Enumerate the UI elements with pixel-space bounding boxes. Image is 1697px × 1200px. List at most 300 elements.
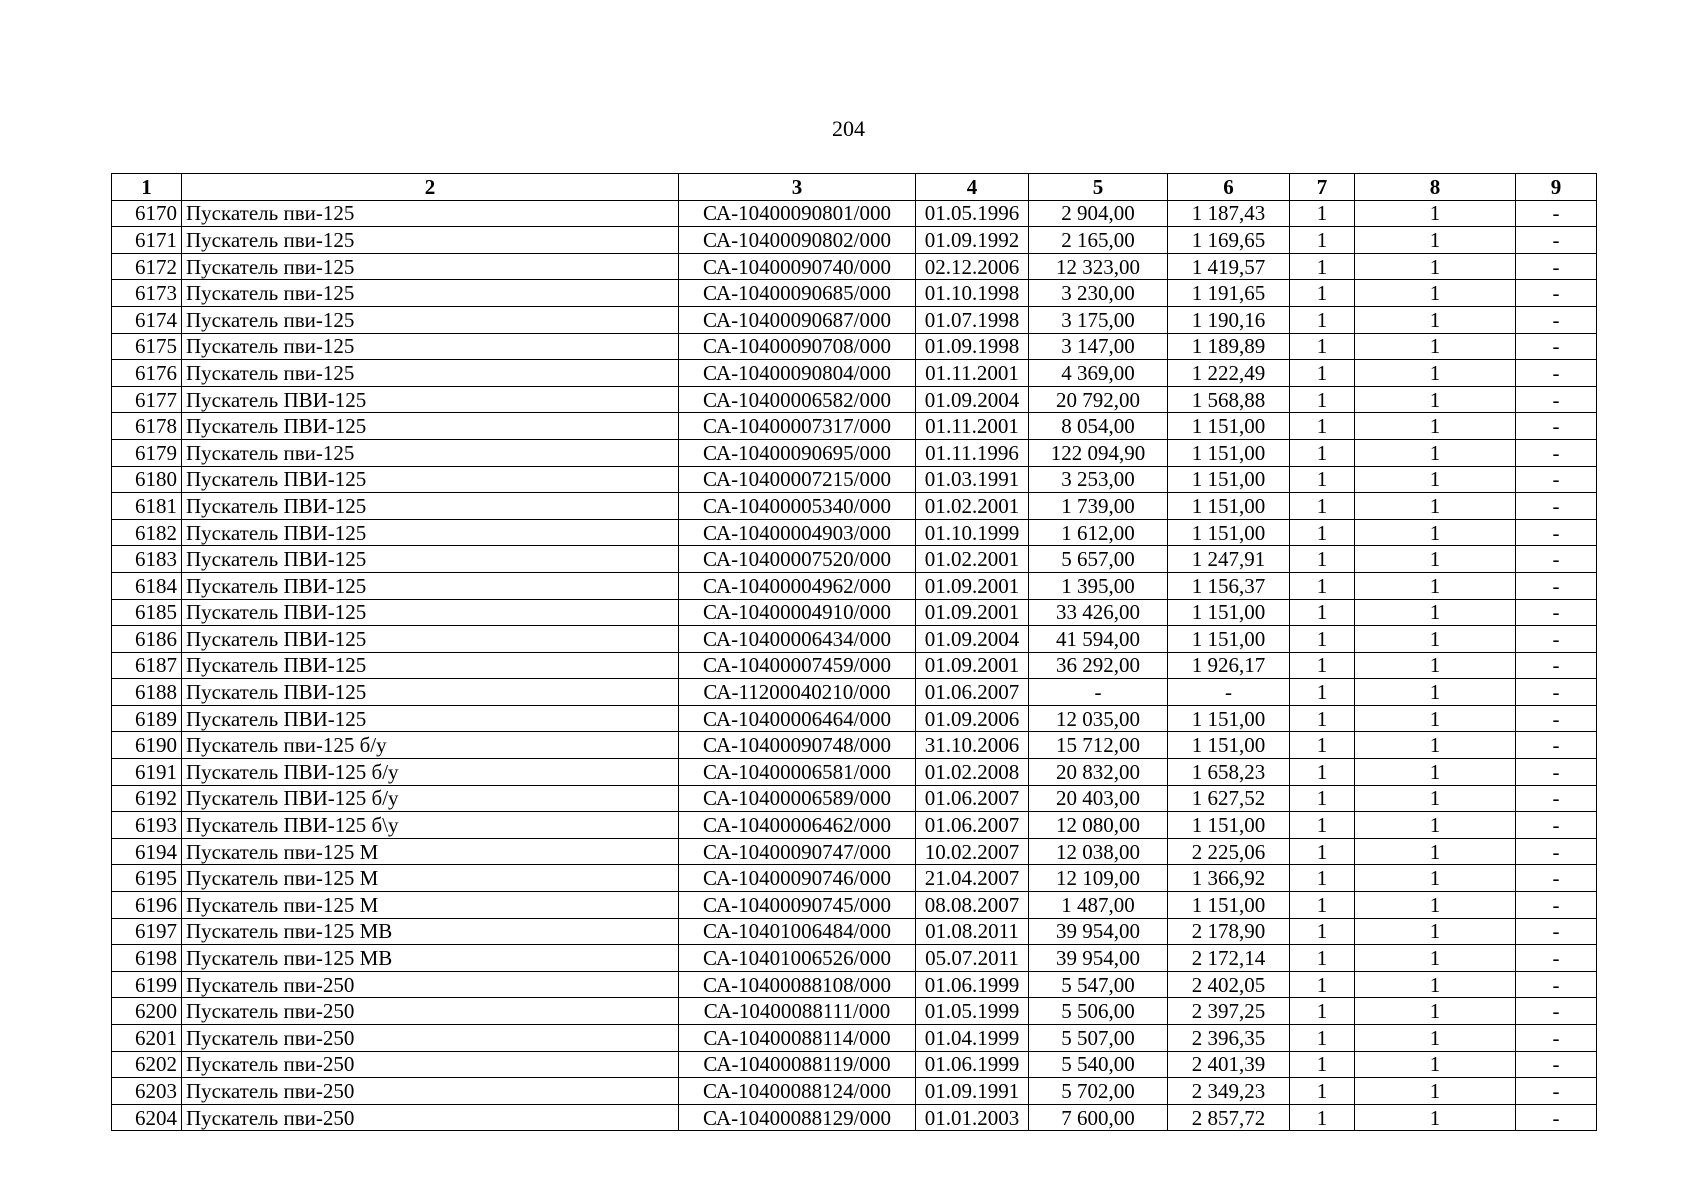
item-name-cell: Пускатель ПВИ-125 bbox=[182, 652, 679, 679]
value-cell: 12 038,00 bbox=[1029, 838, 1168, 865]
value-cell: 2 172,14 bbox=[1168, 945, 1290, 972]
header-row bbox=[112, 174, 1597, 201]
table-row bbox=[112, 227, 1597, 254]
value-cell: 1 568,88 bbox=[1168, 386, 1290, 413]
value-cell: 2 165,00 bbox=[1029, 227, 1168, 254]
quantity-cell: 1 bbox=[1355, 546, 1516, 573]
value-cell: 5 702,00 bbox=[1029, 1078, 1168, 1105]
row-number-cell: 6193 bbox=[112, 812, 182, 839]
item-name-cell: Пускатель ПВИ-125 bbox=[182, 705, 679, 732]
value-cell: 1 156,37 bbox=[1168, 572, 1290, 599]
value-cell: - bbox=[1168, 679, 1290, 706]
value-cell: 4 369,00 bbox=[1029, 360, 1168, 387]
table-row bbox=[112, 785, 1597, 812]
note-cell: - bbox=[1516, 1078, 1597, 1105]
value-cell: 5 507,00 bbox=[1029, 1025, 1168, 1052]
row-number-cell: 6173 bbox=[112, 280, 182, 307]
quantity-cell: 1 bbox=[1290, 945, 1355, 972]
quantity-cell: 1 bbox=[1355, 971, 1516, 998]
inventory-code-cell: СА-10400088108/000 bbox=[679, 971, 916, 998]
value-cell: 3 175,00 bbox=[1029, 306, 1168, 333]
item-name-cell: Пускатель ПВИ-125 bbox=[182, 466, 679, 493]
value-cell: 1 151,00 bbox=[1168, 812, 1290, 839]
quantity-cell: 1 bbox=[1355, 572, 1516, 599]
note-cell: - bbox=[1516, 892, 1597, 919]
note-cell: - bbox=[1516, 865, 1597, 892]
quantity-cell: 1 bbox=[1355, 333, 1516, 360]
quantity-cell: 1 bbox=[1355, 227, 1516, 254]
value-cell: 20 792,00 bbox=[1029, 386, 1168, 413]
date-cell: 01.01.2003 bbox=[916, 1104, 1029, 1131]
item-name-cell: Пускатель пви-125 bbox=[182, 253, 679, 280]
date-cell: 01.09.2001 bbox=[916, 652, 1029, 679]
item-name-cell: Пускатель пви-250 bbox=[182, 1078, 679, 1105]
item-name-cell: Пускатель ПВИ-125 б/у bbox=[182, 759, 679, 786]
row-number-cell: 6170 bbox=[112, 200, 182, 227]
table-row bbox=[112, 732, 1597, 759]
header-cell: 1 bbox=[112, 174, 182, 201]
row-number-cell: 6183 bbox=[112, 546, 182, 573]
header-cell: 5 bbox=[1029, 174, 1168, 201]
value-cell: 1 151,00 bbox=[1168, 705, 1290, 732]
table-row bbox=[112, 599, 1597, 626]
value-cell: 1 151,00 bbox=[1168, 626, 1290, 653]
table-row bbox=[112, 413, 1597, 440]
value-cell: 3 147,00 bbox=[1029, 333, 1168, 360]
date-cell: 01.09.1992 bbox=[916, 227, 1029, 254]
quantity-cell: 1 bbox=[1290, 386, 1355, 413]
date-cell: 21.04.2007 bbox=[916, 865, 1029, 892]
value-cell: 1 658,23 bbox=[1168, 759, 1290, 786]
value-cell: 33 426,00 bbox=[1029, 599, 1168, 626]
row-number-cell: 6192 bbox=[112, 785, 182, 812]
value-cell: 5 540,00 bbox=[1029, 1051, 1168, 1078]
quantity-cell: 1 bbox=[1290, 227, 1355, 254]
value-cell: 2 225,06 bbox=[1168, 838, 1290, 865]
inventory-code-cell: СА-10400090748/000 bbox=[679, 732, 916, 759]
inventory-code-cell: СА-10400088119/000 bbox=[679, 1051, 916, 1078]
inventory-code-cell: СА-10400090804/000 bbox=[679, 360, 916, 387]
inventory-code-cell: СА-10400088114/000 bbox=[679, 1025, 916, 1052]
header-cell: 4 bbox=[916, 174, 1029, 201]
quantity-cell: 1 bbox=[1355, 785, 1516, 812]
quantity-cell: 1 bbox=[1290, 599, 1355, 626]
table-row bbox=[112, 546, 1597, 573]
date-cell: 01.10.1999 bbox=[916, 519, 1029, 546]
note-cell: - bbox=[1516, 280, 1597, 307]
quantity-cell: 1 bbox=[1355, 599, 1516, 626]
value-cell: 1 151,00 bbox=[1168, 439, 1290, 466]
inventory-code-cell: СА-10400088129/000 bbox=[679, 1104, 916, 1131]
value-cell: 2 904,00 bbox=[1029, 200, 1168, 227]
note-cell: - bbox=[1516, 413, 1597, 440]
note-cell: - bbox=[1516, 1051, 1597, 1078]
note-cell: - bbox=[1516, 971, 1597, 998]
item-name-cell: Пускатель пви-250 bbox=[182, 998, 679, 1025]
quantity-cell: 1 bbox=[1290, 759, 1355, 786]
row-number-cell: 6196 bbox=[112, 892, 182, 919]
quantity-cell: 1 bbox=[1355, 439, 1516, 466]
date-cell: 01.09.2001 bbox=[916, 599, 1029, 626]
value-cell: 1 151,00 bbox=[1168, 413, 1290, 440]
note-cell: - bbox=[1516, 227, 1597, 254]
row-number-cell: 6191 bbox=[112, 759, 182, 786]
table-row bbox=[112, 971, 1597, 998]
item-name-cell: Пускатель ПВИ-125 bbox=[182, 679, 679, 706]
table-row bbox=[112, 945, 1597, 972]
inventory-code-cell: СА-10400006582/000 bbox=[679, 386, 916, 413]
value-cell: 1 222,49 bbox=[1168, 360, 1290, 387]
inventory-code-cell: СА-10400006462/000 bbox=[679, 812, 916, 839]
table-body bbox=[112, 200, 1597, 1131]
table-row bbox=[112, 572, 1597, 599]
inventory-code-cell: СА-10400088124/000 bbox=[679, 1078, 916, 1105]
quantity-cell: 1 bbox=[1290, 1051, 1355, 1078]
inventory-code-cell: СА-10400006464/000 bbox=[679, 705, 916, 732]
value-cell: 1 169,65 bbox=[1168, 227, 1290, 254]
value-cell: 1 151,00 bbox=[1168, 599, 1290, 626]
header-cell: 6 bbox=[1168, 174, 1290, 201]
quantity-cell: 1 bbox=[1355, 413, 1516, 440]
value-cell: 12 323,00 bbox=[1029, 253, 1168, 280]
quantity-cell: 1 bbox=[1355, 1078, 1516, 1105]
date-cell: 31.10.2006 bbox=[916, 732, 1029, 759]
value-cell: 12 035,00 bbox=[1029, 705, 1168, 732]
row-number-cell: 6179 bbox=[112, 439, 182, 466]
value-cell: 1 419,57 bbox=[1168, 253, 1290, 280]
inventory-code-cell: СА-10400007317/000 bbox=[679, 413, 916, 440]
value-cell: 20 832,00 bbox=[1029, 759, 1168, 786]
inventory-code-cell: СА-10400090687/000 bbox=[679, 306, 916, 333]
table-row bbox=[112, 1078, 1597, 1105]
item-name-cell: Пускатель пви-125 МВ bbox=[182, 918, 679, 945]
note-cell: - bbox=[1516, 200, 1597, 227]
inventory-code-cell: СА-10400006589/000 bbox=[679, 785, 916, 812]
value-cell: 3 253,00 bbox=[1029, 466, 1168, 493]
note-cell: - bbox=[1516, 333, 1597, 360]
header-cell: 9 bbox=[1516, 174, 1597, 201]
value-cell: 39 954,00 bbox=[1029, 918, 1168, 945]
inventory-code-cell: СА-10400007215/000 bbox=[679, 466, 916, 493]
date-cell: 01.09.2006 bbox=[916, 705, 1029, 732]
page-number: 204 bbox=[832, 116, 865, 141]
note-cell: - bbox=[1516, 306, 1597, 333]
quantity-cell: 1 bbox=[1355, 493, 1516, 520]
inventory-code-cell: СА-10400004910/000 bbox=[679, 599, 916, 626]
note-cell: - bbox=[1516, 546, 1597, 573]
inventory-code-cell: СА-10400090708/000 bbox=[679, 333, 916, 360]
quantity-cell: 1 bbox=[1355, 892, 1516, 919]
note-cell: - bbox=[1516, 572, 1597, 599]
row-number-cell: 6178 bbox=[112, 413, 182, 440]
row-number-cell: 6185 bbox=[112, 599, 182, 626]
item-name-cell: Пускатель ПВИ-125 bbox=[182, 493, 679, 520]
note-cell: - bbox=[1516, 386, 1597, 413]
row-number-cell: 6203 bbox=[112, 1078, 182, 1105]
table-row bbox=[112, 652, 1597, 679]
header-cell: 8 bbox=[1355, 174, 1516, 201]
value-cell: 1 487,00 bbox=[1029, 892, 1168, 919]
row-number-cell: 6176 bbox=[112, 360, 182, 387]
quantity-cell: 1 bbox=[1290, 1078, 1355, 1105]
value-cell: 2 396,35 bbox=[1168, 1025, 1290, 1052]
date-cell: 01.06.2007 bbox=[916, 785, 1029, 812]
value-cell: 8 054,00 bbox=[1029, 413, 1168, 440]
quantity-cell: 1 bbox=[1355, 200, 1516, 227]
date-cell: 01.06.2007 bbox=[916, 679, 1029, 706]
value-cell: 2 402,05 bbox=[1168, 971, 1290, 998]
table-row bbox=[112, 705, 1597, 732]
inventory-code-cell: СА-10400090802/000 bbox=[679, 227, 916, 254]
table-row bbox=[112, 812, 1597, 839]
date-cell: 01.11.1996 bbox=[916, 439, 1029, 466]
inventory-code-cell: СА-10401006526/000 bbox=[679, 945, 916, 972]
row-number-cell: 6187 bbox=[112, 652, 182, 679]
inventory-code-cell: СА-10400005340/000 bbox=[679, 493, 916, 520]
value-cell: 1 151,00 bbox=[1168, 493, 1290, 520]
quantity-cell: 1 bbox=[1290, 333, 1355, 360]
quantity-cell: 1 bbox=[1290, 1104, 1355, 1131]
value-cell: 2 178,90 bbox=[1168, 918, 1290, 945]
inventory-code-cell: СА-10400006434/000 bbox=[679, 626, 916, 653]
inventory-code-cell: СА-10400090745/000 bbox=[679, 892, 916, 919]
value-cell: 1 612,00 bbox=[1029, 519, 1168, 546]
row-number-cell: 6194 bbox=[112, 838, 182, 865]
quantity-cell: 1 bbox=[1290, 732, 1355, 759]
quantity-cell: 1 bbox=[1355, 998, 1516, 1025]
quantity-cell: 1 bbox=[1290, 679, 1355, 706]
row-number-cell: 6180 bbox=[112, 466, 182, 493]
table-row bbox=[112, 466, 1597, 493]
quantity-cell: 1 bbox=[1355, 759, 1516, 786]
row-number-cell: 6204 bbox=[112, 1104, 182, 1131]
date-cell: 10.02.2007 bbox=[916, 838, 1029, 865]
date-cell: 01.02.2001 bbox=[916, 546, 1029, 573]
quantity-cell: 1 bbox=[1355, 306, 1516, 333]
quantity-cell: 1 bbox=[1290, 812, 1355, 839]
value-cell: 2 401,39 bbox=[1168, 1051, 1290, 1078]
item-name-cell: Пускатель пви-125 bbox=[182, 333, 679, 360]
quantity-cell: 1 bbox=[1290, 838, 1355, 865]
value-cell: 1 151,00 bbox=[1168, 892, 1290, 919]
value-cell: 1 151,00 bbox=[1168, 519, 1290, 546]
table-row bbox=[112, 386, 1597, 413]
note-cell: - bbox=[1516, 599, 1597, 626]
note-cell: - bbox=[1516, 732, 1597, 759]
value-cell: 36 292,00 bbox=[1029, 652, 1168, 679]
date-cell: 01.07.1998 bbox=[916, 306, 1029, 333]
table-row bbox=[112, 439, 1597, 466]
inventory-code-cell: СА-10400004903/000 bbox=[679, 519, 916, 546]
quantity-cell: 1 bbox=[1355, 1051, 1516, 1078]
item-name-cell: Пускатель пви-125 bbox=[182, 360, 679, 387]
date-cell: 05.07.2011 bbox=[916, 945, 1029, 972]
table-row bbox=[112, 998, 1597, 1025]
value-cell: 39 954,00 bbox=[1029, 945, 1168, 972]
quantity-cell: 1 bbox=[1290, 519, 1355, 546]
inventory-code-cell: СА-10401006484/000 bbox=[679, 918, 916, 945]
table-row bbox=[112, 306, 1597, 333]
quantity-cell: 1 bbox=[1290, 413, 1355, 440]
quantity-cell: 1 bbox=[1355, 705, 1516, 732]
value-cell: 2 857,72 bbox=[1168, 1104, 1290, 1131]
note-cell: - bbox=[1516, 705, 1597, 732]
date-cell: 08.08.2007 bbox=[916, 892, 1029, 919]
date-cell: 01.09.2001 bbox=[916, 572, 1029, 599]
row-number-cell: 6188 bbox=[112, 679, 182, 706]
quantity-cell: 1 bbox=[1355, 652, 1516, 679]
table-row bbox=[112, 865, 1597, 892]
table-row bbox=[112, 838, 1597, 865]
quantity-cell: 1 bbox=[1355, 386, 1516, 413]
date-cell: 01.06.1999 bbox=[916, 1051, 1029, 1078]
quantity-cell: 1 bbox=[1290, 200, 1355, 227]
date-cell: 01.11.2001 bbox=[916, 360, 1029, 387]
item-name-cell: Пускатель ПВИ-125 bbox=[182, 413, 679, 440]
quantity-cell: 1 bbox=[1290, 1025, 1355, 1052]
quantity-cell: 1 bbox=[1290, 998, 1355, 1025]
table-row bbox=[112, 759, 1597, 786]
table-row bbox=[112, 918, 1597, 945]
table-row bbox=[112, 519, 1597, 546]
value-cell: 7 600,00 bbox=[1029, 1104, 1168, 1131]
row-number-cell: 6177 bbox=[112, 386, 182, 413]
quantity-cell: 1 bbox=[1355, 519, 1516, 546]
row-number-cell: 6182 bbox=[112, 519, 182, 546]
row-number-cell: 6190 bbox=[112, 732, 182, 759]
item-name-cell: Пускатель пви-125 М bbox=[182, 865, 679, 892]
note-cell: - bbox=[1516, 1025, 1597, 1052]
item-name-cell: Пускатель пви-250 bbox=[182, 971, 679, 998]
quantity-cell: 1 bbox=[1355, 253, 1516, 280]
quantity-cell: 1 bbox=[1290, 280, 1355, 307]
date-cell: 01.02.2008 bbox=[916, 759, 1029, 786]
value-cell: 41 594,00 bbox=[1029, 626, 1168, 653]
item-name-cell: Пускатель ПВИ-125 bbox=[182, 546, 679, 573]
table-row bbox=[112, 333, 1597, 360]
date-cell: 01.04.1999 bbox=[916, 1025, 1029, 1052]
inventory-code-cell: СА-10400090695/000 bbox=[679, 439, 916, 466]
item-name-cell: Пускатель пви-125 М bbox=[182, 892, 679, 919]
inventory-code-cell: СА-11200040210/000 bbox=[679, 679, 916, 706]
table-row bbox=[112, 280, 1597, 307]
quantity-cell: 1 bbox=[1355, 466, 1516, 493]
quantity-cell: 1 bbox=[1355, 626, 1516, 653]
value-cell: 15 712,00 bbox=[1029, 732, 1168, 759]
quantity-cell: 1 bbox=[1355, 1104, 1516, 1131]
quantity-cell: 1 bbox=[1290, 971, 1355, 998]
note-cell: - bbox=[1516, 253, 1597, 280]
value-cell: 1 187,43 bbox=[1168, 200, 1290, 227]
table-row bbox=[112, 1104, 1597, 1131]
quantity-cell: 1 bbox=[1290, 892, 1355, 919]
value-cell: 5 657,00 bbox=[1029, 546, 1168, 573]
item-name-cell: Пускатель пви-125 bbox=[182, 280, 679, 307]
quantity-cell: 1 bbox=[1290, 705, 1355, 732]
row-number-cell: 6200 bbox=[112, 998, 182, 1025]
note-cell: - bbox=[1516, 360, 1597, 387]
quantity-cell: 1 bbox=[1355, 280, 1516, 307]
item-name-cell: Пускатель пви-250 bbox=[182, 1104, 679, 1131]
note-cell: - bbox=[1516, 626, 1597, 653]
value-cell: - bbox=[1029, 679, 1168, 706]
row-number-cell: 6172 bbox=[112, 253, 182, 280]
table-row bbox=[112, 1051, 1597, 1078]
date-cell: 01.09.2004 bbox=[916, 386, 1029, 413]
row-number-cell: 6171 bbox=[112, 227, 182, 254]
note-cell: - bbox=[1516, 466, 1597, 493]
item-name-cell: Пускатель ПВИ-125 б\у bbox=[182, 812, 679, 839]
note-cell: - bbox=[1516, 759, 1597, 786]
item-name-cell: Пускатель пви-125 bbox=[182, 306, 679, 333]
inventory-code-cell: СА-10400007459/000 bbox=[679, 652, 916, 679]
row-number-cell: 6174 bbox=[112, 306, 182, 333]
note-cell: - bbox=[1516, 785, 1597, 812]
value-cell: 1 366,92 bbox=[1168, 865, 1290, 892]
quantity-cell: 1 bbox=[1290, 626, 1355, 653]
value-cell: 122 094,90 bbox=[1029, 439, 1168, 466]
table-row bbox=[112, 626, 1597, 653]
date-cell: 01.06.2007 bbox=[916, 812, 1029, 839]
quantity-cell: 1 bbox=[1290, 360, 1355, 387]
value-cell: 1 926,17 bbox=[1168, 652, 1290, 679]
value-cell: 5 506,00 bbox=[1029, 998, 1168, 1025]
quantity-cell: 1 bbox=[1355, 812, 1516, 839]
quantity-cell: 1 bbox=[1290, 918, 1355, 945]
inventory-code-cell: СА-10400090801/000 bbox=[679, 200, 916, 227]
quantity-cell: 1 bbox=[1290, 306, 1355, 333]
value-cell: 1 627,52 bbox=[1168, 785, 1290, 812]
value-cell: 12 109,00 bbox=[1029, 865, 1168, 892]
inventory-code-cell: СА-10400088111/000 bbox=[679, 998, 916, 1025]
row-number-cell: 6198 bbox=[112, 945, 182, 972]
value-cell: 1 191,65 bbox=[1168, 280, 1290, 307]
note-cell: - bbox=[1516, 439, 1597, 466]
inventory-code-cell: СА-10400090740/000 bbox=[679, 253, 916, 280]
item-name-cell: Пускатель пви-125 б/у bbox=[182, 732, 679, 759]
table-row bbox=[112, 679, 1597, 706]
quantity-cell: 1 bbox=[1355, 679, 1516, 706]
row-number-cell: 6189 bbox=[112, 705, 182, 732]
inventory-code-cell: СА-10400090685/000 bbox=[679, 280, 916, 307]
row-number-cell: 6195 bbox=[112, 865, 182, 892]
item-name-cell: Пускатель пви-250 bbox=[182, 1051, 679, 1078]
date-cell: 01.10.1998 bbox=[916, 280, 1029, 307]
quantity-cell: 1 bbox=[1290, 253, 1355, 280]
inventory-code-cell: СА-10400006581/000 bbox=[679, 759, 916, 786]
date-cell: 01.03.1991 bbox=[916, 466, 1029, 493]
note-cell: - bbox=[1516, 812, 1597, 839]
value-cell: 3 230,00 bbox=[1029, 280, 1168, 307]
quantity-cell: 1 bbox=[1355, 918, 1516, 945]
quantity-cell: 1 bbox=[1355, 1025, 1516, 1052]
value-cell: 5 547,00 bbox=[1029, 971, 1168, 998]
value-cell: 12 080,00 bbox=[1029, 812, 1168, 839]
note-cell: - bbox=[1516, 838, 1597, 865]
item-name-cell: Пускатель пви-250 bbox=[182, 1025, 679, 1052]
row-number-cell: 6197 bbox=[112, 918, 182, 945]
quantity-cell: 1 bbox=[1290, 466, 1355, 493]
item-name-cell: Пускатель пви-125 bbox=[182, 439, 679, 466]
value-cell: 2 349,23 bbox=[1168, 1078, 1290, 1105]
quantity-cell: 1 bbox=[1355, 865, 1516, 892]
date-cell: 01.09.2004 bbox=[916, 626, 1029, 653]
item-name-cell: Пускатель ПВИ-125 б/у bbox=[182, 785, 679, 812]
item-name-cell: Пускатель пви-125 М bbox=[182, 838, 679, 865]
header-cell: 2 bbox=[182, 174, 679, 201]
quantity-cell: 1 bbox=[1290, 785, 1355, 812]
quantity-cell: 1 bbox=[1290, 652, 1355, 679]
